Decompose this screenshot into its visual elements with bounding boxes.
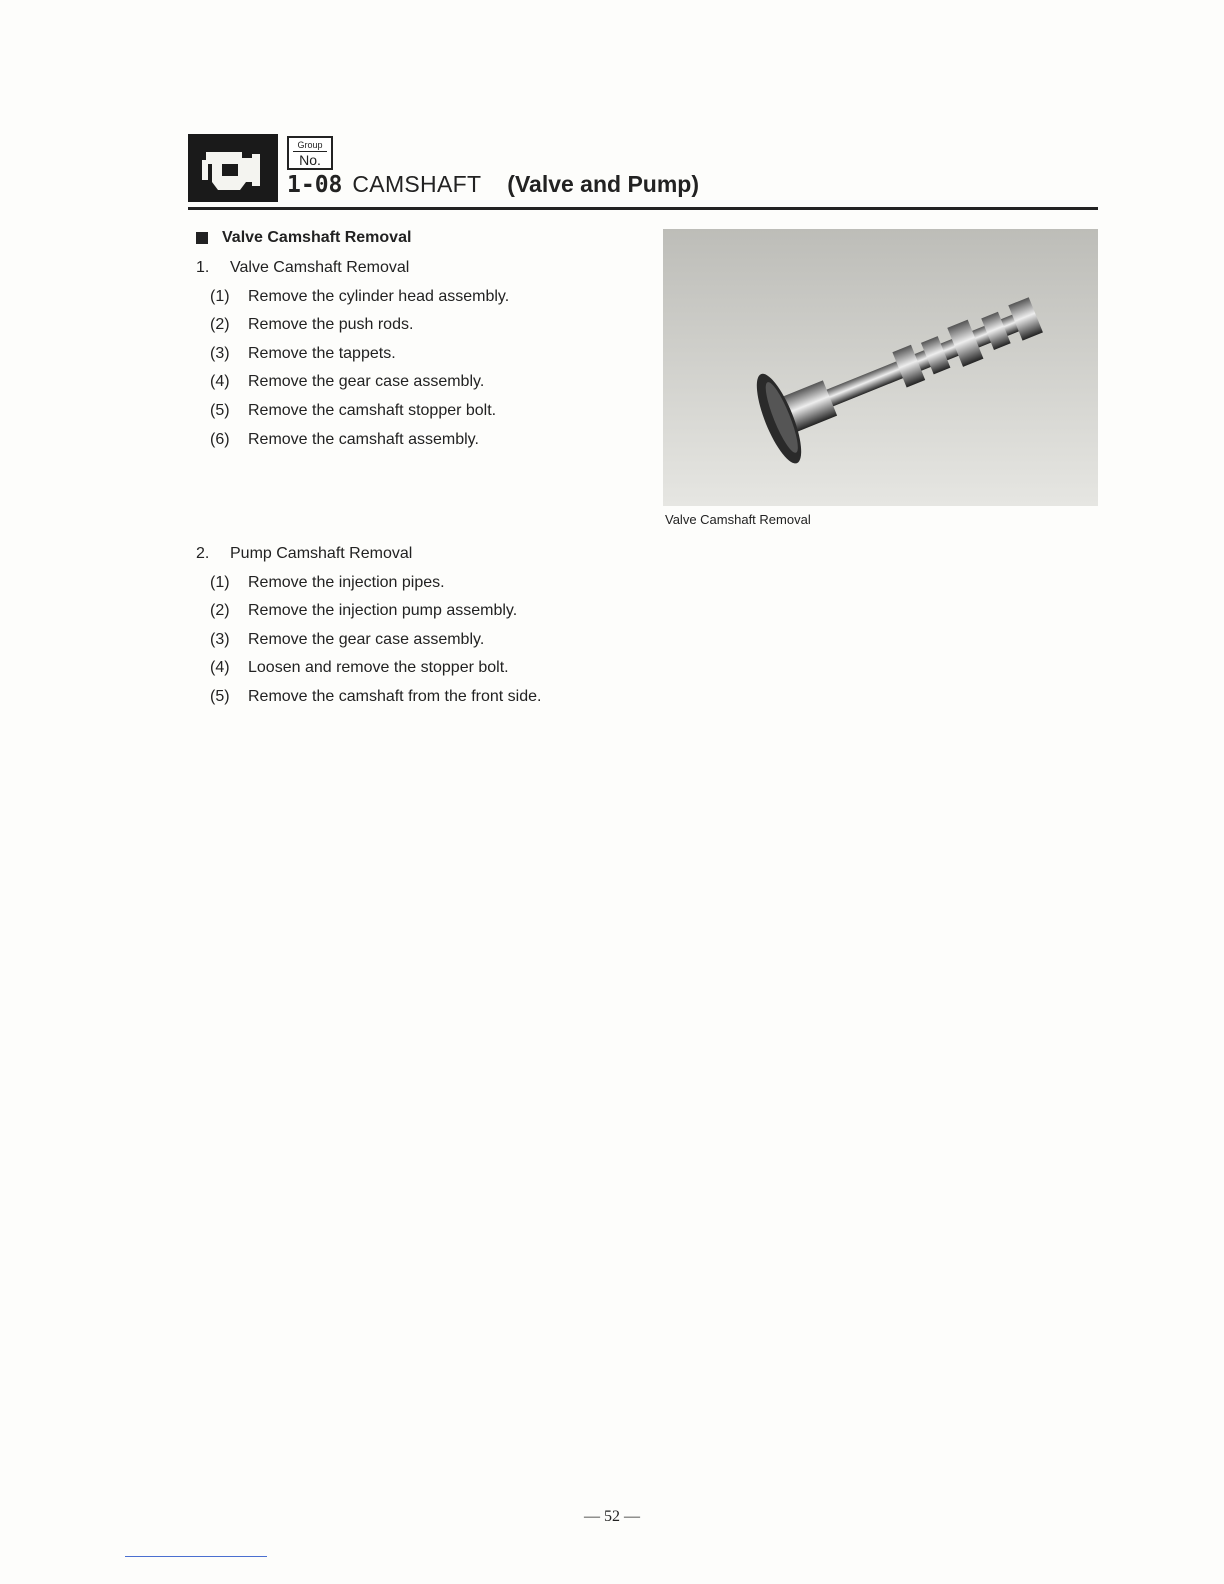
procedure-heading [196,254,509,283]
group-label: Group [297,140,323,150]
section-number: 1-08 [287,172,343,198]
step-number: (5) [210,687,230,705]
procedure-heading [196,540,541,569]
step-number: (2) [210,316,230,334]
step-number: (1) [210,287,230,305]
step-number: (4) [210,659,230,677]
title-rule [188,207,1098,210]
group-number-box [287,136,333,170]
page-number: — 52 — [584,1508,640,1525]
step-text: Remove the cylinder head assembly. [248,287,510,305]
step-text: Remove the camshaft stopper bolt. [248,401,497,419]
step-text: Remove the gear case assembly. [248,373,485,391]
list-item [196,569,541,598]
list-item [196,626,541,655]
step-text: Loosen and remove the stopper bolt. [248,659,509,677]
list-item [196,340,509,369]
procedure-list-valve [196,254,509,454]
step-text: Remove the camshaft assembly. [248,430,479,448]
step-text: Remove the camshaft from the front side. [248,687,542,705]
step-number: (5) [210,401,230,419]
title-main: CAMSHAFT [352,171,482,197]
list-item [196,683,541,712]
step-number: (6) [210,430,230,448]
step-number: (2) [210,602,230,620]
page-title [287,171,699,205]
title-subtitle: (Valve and Pump) [507,171,700,197]
procedure-number: 2. [196,545,210,562]
list-item [196,283,509,312]
procedure-list-pump [196,540,541,712]
step-number: (3) [210,630,230,648]
list-item [196,397,509,426]
step-number: (4) [210,373,230,391]
procedure-number: 1. [196,259,210,276]
step-number: (3) [210,344,230,362]
camshaft-photo [663,229,1098,506]
engine-group-icon [188,134,278,202]
section-heading-text: Valve Camshaft Removal [222,229,412,246]
step-number: (1) [210,573,230,591]
no-label: No. [293,151,327,168]
procedure-title: Pump Camshaft Removal [230,545,413,562]
figure-caption: Valve Camshaft Removal [665,512,811,527]
section-heading [196,229,411,247]
list-item [196,368,509,397]
procedure-title: Valve Camshaft Removal [230,259,410,276]
step-text: Remove the injection pipes. [248,573,445,591]
step-text: Remove the tappets. [248,344,396,362]
square-bullet-icon [196,232,208,244]
step-text: Remove the push rods. [248,316,414,334]
list-item [196,654,541,683]
footer-rule [125,1556,267,1557]
list-item [196,597,541,626]
step-text: Remove the injection pump assembly. [248,602,518,620]
list-item [196,311,509,340]
step-text: Remove the gear case assembly. [248,630,485,648]
list-item [196,426,509,455]
